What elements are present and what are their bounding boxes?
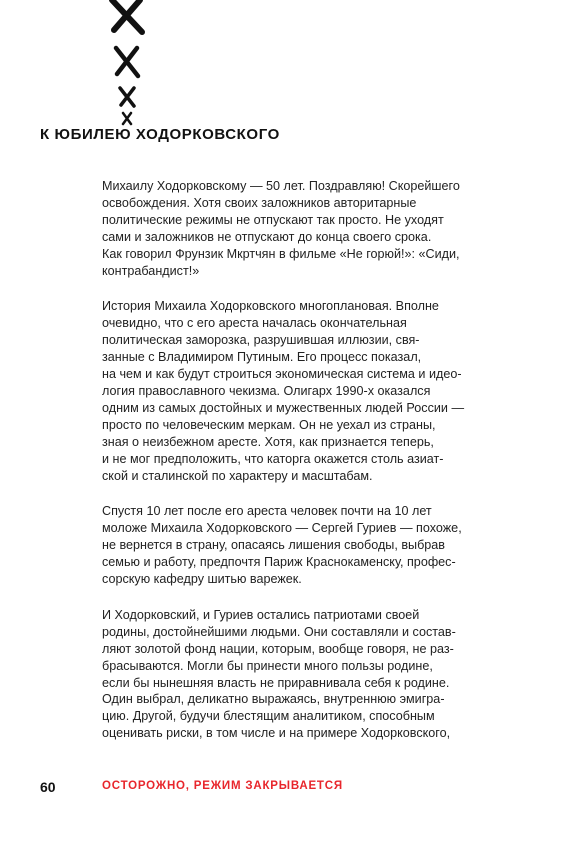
page-number: 60: [40, 779, 56, 795]
text-line: контрабандист!»: [102, 263, 200, 278]
text-line: сами и заложников не отпускают до конца своего срока.: [102, 229, 432, 244]
text-line: семью и работу, предпочтя Париж Краснокаменску, профес-: [102, 555, 456, 570]
text-line: ляют золотой фонд нации, которым, вообще говоря, не раз-: [102, 641, 454, 656]
text-line: освобождения. Хотя своих заложников авторитарные: [102, 195, 417, 210]
text-line: не вернется в страну, опасаясь лишения свободы, выбрав: [102, 538, 445, 553]
paragraph: [102, 298, 502, 484]
text-line: брасываются. Могли бы принести много пользы родине,: [102, 658, 433, 673]
text-line: моложе Михаила Ходорковского — Сергей Гуриев — похоже,: [102, 521, 462, 536]
cross-marks-icon: [100, 0, 170, 130]
text-line: родины, достойнейшими людьми. Они составляли и состав-: [102, 624, 456, 639]
text-line: И Ходорковский, и Гуриев остались патриотами своей: [102, 607, 420, 622]
paragraph: [102, 503, 502, 588]
article-body: [102, 178, 502, 761]
text-line: очевидно, что с его ареста началась окончательная: [102, 316, 407, 331]
text-line: Михаилу Ходорковскому — 50 лет. Поздравляю! Скорейшего: [102, 179, 460, 193]
text-line: политические режимы не отпускают так просто. Не уходят: [102, 212, 444, 227]
text-line: цию. Другой, будучи блестящим аналитиком, способным: [102, 709, 435, 724]
paragraph: [102, 607, 502, 742]
text-line: просто по человеческим меркам. Он не уехал из страны,: [102, 417, 436, 432]
text-line: на чем и как будут строиться экономическая система и идео-: [102, 367, 462, 382]
cross-marks-graphic: [100, 0, 170, 130]
text-line: Спустя 10 лет после его ареста человек почти на 10 лет: [102, 504, 432, 519]
text-line: зная о неизбежном аресте. Хотя, как признается теперь,: [102, 434, 434, 449]
text-line: если бы нынешняя власть не приравнивала себя к родине.: [102, 675, 450, 690]
text-line: сорскую кафедру шитью варежек.: [102, 572, 302, 587]
text-line: Один выбрал, деликатно выражаясь, внутреннюю эмигра-: [102, 692, 445, 707]
text-line: Как говорил Фрунзик Мкртчян в фильме «Не горюй!»: «Сиди,: [102, 246, 460, 261]
text-line: ской и сталинской по характеру и масштабам.: [102, 468, 373, 483]
text-line: и не мог предположить, что каторга окажется столь азиат-: [102, 451, 444, 466]
text-line: политическая заморозка, разрушившая иллюзии, свя-: [102, 333, 420, 348]
running-title: ОСТОРОЖНО, РЕЖИМ ЗАКРЫВАЕТСЯ: [102, 780, 343, 792]
text-line: одним из самых достойных и мужественных людей России —: [102, 400, 465, 415]
text-line: занные с Владимиром Путиным. Его процесс показал,: [102, 350, 422, 365]
text-line: логия православного чекизма. Олигарх 1990-х оказался: [102, 383, 431, 398]
text-line: оценивать риски, в том числе и на примере Ходорковского,: [102, 726, 451, 741]
paragraph: [102, 178, 502, 279]
text-line: История Михаила Ходорковского многоплановая. Вполне: [102, 299, 439, 314]
section-title: К ЮБИЛЕЮ ХОДОРКОВСКОГО: [40, 126, 280, 143]
